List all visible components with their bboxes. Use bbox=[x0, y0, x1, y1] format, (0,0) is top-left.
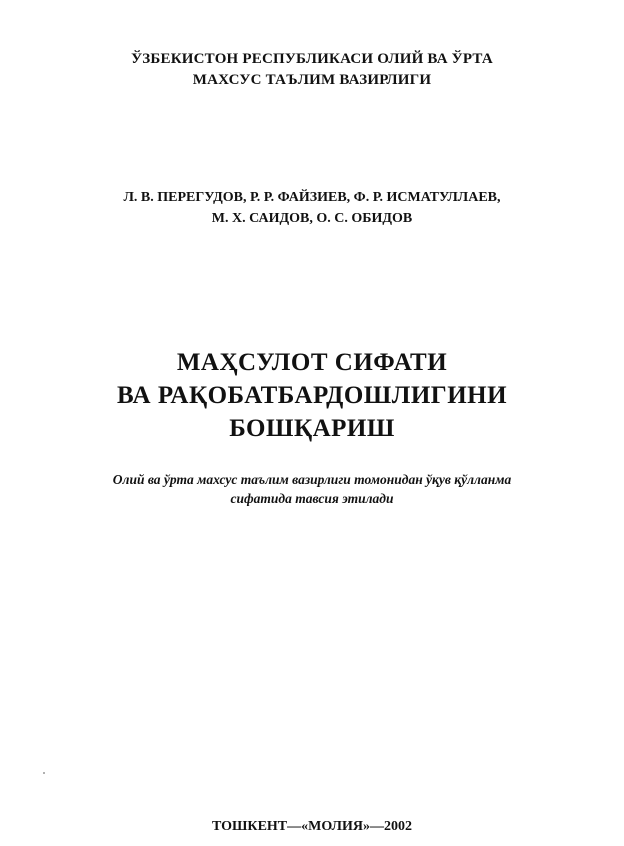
authors-list bbox=[0, 187, 624, 229]
authors-line-1: Л. В. ПЕРЕГУДОВ, Р. Р. ФАЙЗИЕВ, Ф. Р. ИСМАТУЛЛАЕВ, bbox=[123, 190, 501, 205]
approval-note bbox=[40, 470, 584, 508]
scan-speck bbox=[43, 772, 45, 774]
ministry-line-2: МАХСУС ТАЪЛИМ ВАЗИРЛИГИ bbox=[192, 72, 432, 88]
ministry-line-1: ЎЗБЕКИСТОН РЕСПУБЛИКАСИ ОЛИЙ ВА ЎРТА bbox=[131, 51, 493, 67]
ministry-header bbox=[0, 49, 624, 91]
title-line-1: МАҲСУЛОТ СИФАТИ bbox=[176, 349, 448, 376]
imprint-text: ТОШКЕНТ—«МОЛИЯ»—2002 bbox=[212, 819, 412, 834]
publisher-imprint bbox=[0, 818, 624, 836]
book-title bbox=[0, 346, 624, 445]
title-line-2: ВА РАҚОБАТБАРДОШЛИГИНИ bbox=[116, 382, 508, 409]
authors-line-2: М. Х. САИДОВ, О. С. ОБИДОВ bbox=[211, 211, 413, 226]
approval-line-2: сифатида тавсия этилади bbox=[230, 491, 394, 506]
approval-line-1: Олий ва ўрта махсус таълим вазирлиги томонидан ўқув қўлланма bbox=[112, 472, 512, 487]
title-line-3: БОШҚАРИШ bbox=[229, 415, 395, 442]
